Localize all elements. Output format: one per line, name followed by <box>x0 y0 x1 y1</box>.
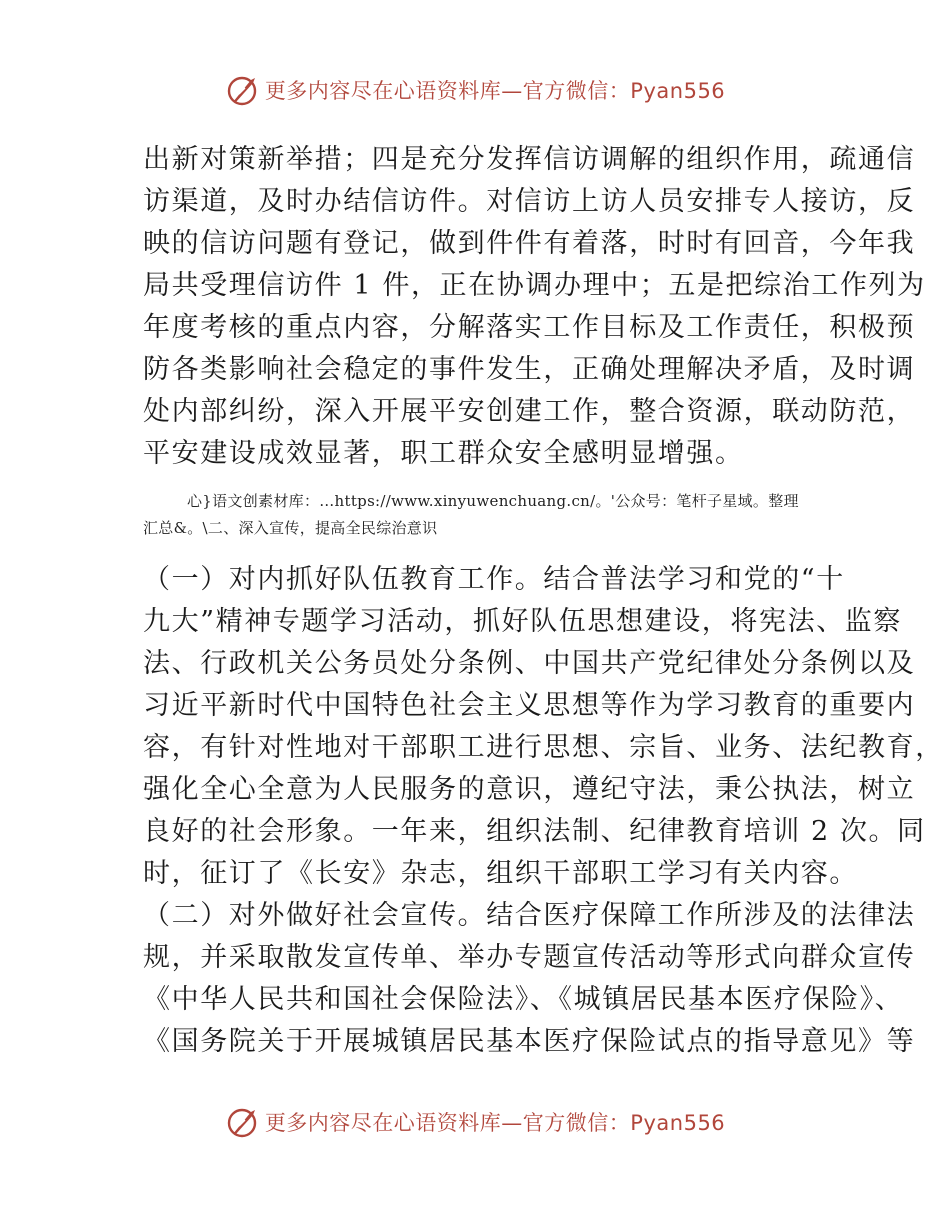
source-note-line: 心}语文创素材库：…https://www.xinyuwenchuang.cn/。'公众号：笔杆子星域。整理 <box>187 492 799 510</box>
text-line: 访渠道，及时办结信访件。对信访上访人员安排专人接访，反 <box>143 186 916 217</box>
text-line: 良好的社会形象。一年来，组织法制、纪律教育培训 2 次。同 <box>143 816 926 847</box>
text-line: （二）对外做好社会宣传。结合医疗保障工作所涉及的法律法 <box>143 900 916 931</box>
text-line: 处内部纠纷，深入开展平安创建工作，整合资源，联动防范， <box>143 396 916 427</box>
text-line: 《国务院关于开展城镇居民基本医疗保险试点的指导意见》等 <box>143 1026 916 1057</box>
section-heading-line: 汇总&。\二、深入宣传，提高全民综治意识 <box>143 519 438 537</box>
text-line: 强化全心全意为人民服务的意识，遵纪守法，秉公执法，树立 <box>143 774 916 805</box>
watermark-banner-bottom <box>0 1102 950 1142</box>
text-line: 年度考核的重点内容，分解落实工作目标及工作责任，积极预 <box>143 312 916 343</box>
watermark-banner-top <box>0 70 950 110</box>
paragraph-comprehensive-governance <box>143 139 926 475</box>
watermark-text: 更多内容尽在心语资料库—官方微信：Pyan556 <box>264 1111 726 1135</box>
paragraph-internal-education <box>143 559 944 895</box>
quill-pen-logo-icon <box>225 72 261 108</box>
watermark-text: 更多内容尽在心语资料库—官方微信：Pyan556 <box>264 79 726 103</box>
text-line: 映的信访问题有登记，做到件件有着落，时时有回音，今年我 <box>143 228 916 259</box>
text-line: 时，征订了《长安》杂志，组织干部职工学习有关内容。 <box>143 858 858 889</box>
text-line: 法、行政机关公务员处分条例、中国共产党纪律处分条例以及 <box>143 648 916 679</box>
text-line: 防各类影响社会稳定的事件发生，正确处理解决矛盾，及时调 <box>143 354 916 385</box>
text-line: 规，并采取散发宣传单、举办专题宣传活动等形式向群众宣传 <box>143 942 916 973</box>
text-line: 局共受理信访件 1 件，正在协调办理中；五是把综治工作列为 <box>143 270 926 301</box>
source-note <box>143 488 811 542</box>
text-line: 《中华人民共和国社会保险法》、《城镇居民基本医疗保险》、 <box>143 984 904 1015</box>
text-line: （一）对内抓好队伍教育工作。结合普法学习和党的“十 <box>143 564 845 595</box>
text-line: 九大”精神专题学习活动，抓好队伍思想建设，将宪法、监察 <box>143 606 903 637</box>
text-line: 出新对策新举措；四是充分发挥信访调解的组织作用，疏通信 <box>143 144 916 175</box>
text-line: 平安建设成效显著，职工群众安全感明显增强。 <box>143 438 744 469</box>
paragraph-external-publicity <box>143 895 916 1063</box>
text-line: 习近平新时代中国特色社会主义思想等作为学习教育的重要内 <box>143 690 916 721</box>
text-line: 容，有针对性地对干部职工进行思想、宗旨、业务、法纪教育， <box>143 732 944 763</box>
quill-pen-logo-icon <box>225 1104 261 1140</box>
